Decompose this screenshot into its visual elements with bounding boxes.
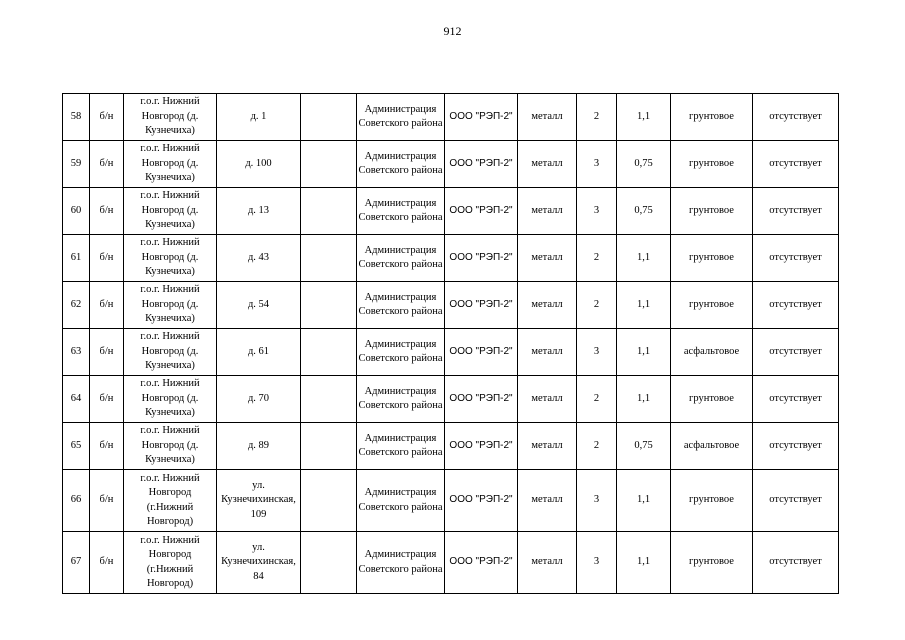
cell-fence: отсутствует [753, 470, 839, 532]
cell-owner: Администрация Советского района [357, 94, 445, 141]
cell-material: металл [518, 532, 577, 594]
cell-volume: 1,1 [617, 94, 671, 141]
cell-locality: г.о.г. Нижний Новгород (д. Кузнечиха) [124, 423, 217, 470]
cell-material: металл [518, 423, 577, 470]
cell-code: б/н [90, 235, 124, 282]
cell-surface: грунтовое [671, 532, 753, 594]
registry-table [62, 93, 839, 594]
cell-extra [301, 188, 357, 235]
cell-count: 2 [577, 94, 617, 141]
cell-count: 2 [577, 235, 617, 282]
cell-fence: отсутствует [753, 141, 839, 188]
cell-surface: грунтовое [671, 94, 753, 141]
cell-count: 3 [577, 329, 617, 376]
cell-owner: Администрация Советского района [357, 235, 445, 282]
cell-address: д. 43 [217, 235, 301, 282]
cell-fence: отсутствует [753, 188, 839, 235]
cell-material: металл [518, 235, 577, 282]
cell-operator: ООО "РЭП-2" [445, 282, 518, 329]
cell-surface: асфальтовое [671, 329, 753, 376]
table-row [63, 470, 839, 532]
cell-volume: 1,1 [617, 235, 671, 282]
cell-surface: грунтовое [671, 141, 753, 188]
cell-code: б/н [90, 141, 124, 188]
cell-address: д. 54 [217, 282, 301, 329]
cell-number: 59 [63, 141, 90, 188]
cell-volume: 1,1 [617, 282, 671, 329]
cell-material: металл [518, 470, 577, 532]
cell-operator: ООО "РЭП-2" [445, 188, 518, 235]
cell-extra [301, 470, 357, 532]
cell-material: металл [518, 94, 577, 141]
cell-count: 2 [577, 376, 617, 423]
cell-code: б/н [90, 282, 124, 329]
cell-volume: 0,75 [617, 141, 671, 188]
cell-surface: грунтовое [671, 188, 753, 235]
cell-fence: отсутствует [753, 376, 839, 423]
table-row [63, 532, 839, 594]
cell-fence: отсутствует [753, 423, 839, 470]
cell-volume: 1,1 [617, 376, 671, 423]
cell-owner: Администрация Советского района [357, 141, 445, 188]
cell-extra [301, 329, 357, 376]
cell-count: 3 [577, 141, 617, 188]
cell-operator: ООО "РЭП-2" [445, 141, 518, 188]
cell-code: б/н [90, 188, 124, 235]
cell-operator: ООО "РЭП-2" [445, 532, 518, 594]
cell-volume: 1,1 [617, 329, 671, 376]
cell-number: 58 [63, 94, 90, 141]
cell-operator: ООО "РЭП-2" [445, 470, 518, 532]
cell-extra [301, 282, 357, 329]
cell-operator: ООО "РЭП-2" [445, 235, 518, 282]
cell-locality: г.о.г. Нижний Новгород (д. Кузнечиха) [124, 141, 217, 188]
cell-surface: грунтовое [671, 235, 753, 282]
cell-volume: 1,1 [617, 532, 671, 594]
cell-material: металл [518, 282, 577, 329]
cell-number: 61 [63, 235, 90, 282]
cell-owner: Администрация Советского района [357, 532, 445, 594]
cell-address: д. 13 [217, 188, 301, 235]
cell-extra [301, 235, 357, 282]
cell-count: 3 [577, 532, 617, 594]
cell-count: 3 [577, 470, 617, 532]
cell-code: б/н [90, 94, 124, 141]
cell-surface: грунтовое [671, 376, 753, 423]
cell-count: 2 [577, 282, 617, 329]
cell-number: 62 [63, 282, 90, 329]
cell-fence: отсутствует [753, 94, 839, 141]
cell-extra [301, 532, 357, 594]
cell-material: металл [518, 188, 577, 235]
cell-material: металл [518, 141, 577, 188]
table-row [63, 376, 839, 423]
cell-number: 67 [63, 532, 90, 594]
cell-fence: отсутствует [753, 329, 839, 376]
cell-extra [301, 376, 357, 423]
cell-address: д. 100 [217, 141, 301, 188]
cell-volume: 0,75 [617, 423, 671, 470]
cell-address: д. 70 [217, 376, 301, 423]
cell-fence: отсутствует [753, 532, 839, 594]
cell-surface: грунтовое [671, 470, 753, 532]
cell-code: б/н [90, 329, 124, 376]
cell-count: 2 [577, 423, 617, 470]
cell-operator: ООО "РЭП-2" [445, 376, 518, 423]
cell-locality: г.о.г. Нижний Новгород (д. Кузнечиха) [124, 282, 217, 329]
cell-locality: г.о.г. Нижний Новгород (д. Кузнечиха) [124, 329, 217, 376]
cell-address: ул. Кузнечихинская, 109 [217, 470, 301, 532]
cell-locality: г.о.г. Нижний Новгород (д. Кузнечиха) [124, 94, 217, 141]
cell-code: б/н [90, 423, 124, 470]
cell-operator: ООО "РЭП-2" [445, 94, 518, 141]
cell-volume: 1,1 [617, 470, 671, 532]
cell-owner: Администрация Советского района [357, 376, 445, 423]
cell-address: д. 89 [217, 423, 301, 470]
table-row [63, 235, 839, 282]
table-row [63, 188, 839, 235]
cell-owner: Администрация Советского района [357, 188, 445, 235]
table-row [63, 94, 839, 141]
cell-extra [301, 423, 357, 470]
cell-fence: отсутствует [753, 235, 839, 282]
cell-surface: грунтовое [671, 282, 753, 329]
cell-locality: г.о.г. Нижний Новгород (г.Нижний Новгород) [124, 470, 217, 532]
cell-address: ул. Кузнечихинская, 84 [217, 532, 301, 594]
cell-extra [301, 141, 357, 188]
cell-number: 65 [63, 423, 90, 470]
cell-number: 66 [63, 470, 90, 532]
cell-operator: ООО "РЭП-2" [445, 329, 518, 376]
cell-owner: Администрация Советского района [357, 423, 445, 470]
cell-number: 63 [63, 329, 90, 376]
cell-surface: асфальтовое [671, 423, 753, 470]
cell-address: д. 61 [217, 329, 301, 376]
cell-code: б/н [90, 532, 124, 594]
cell-material: металл [518, 376, 577, 423]
cell-material: металл [518, 329, 577, 376]
cell-number: 60 [63, 188, 90, 235]
cell-code: б/н [90, 470, 124, 532]
table-row [63, 141, 839, 188]
cell-fence: отсутствует [753, 282, 839, 329]
cell-operator: ООО "РЭП-2" [445, 423, 518, 470]
cell-address: д. 1 [217, 94, 301, 141]
cell-extra [301, 94, 357, 141]
cell-owner: Администрация Советского района [357, 282, 445, 329]
page-number: 912 [443, 24, 462, 38]
cell-count: 3 [577, 188, 617, 235]
cell-owner: Администрация Советского района [357, 329, 445, 376]
table-row [63, 329, 839, 376]
cell-number: 64 [63, 376, 90, 423]
table-row [63, 282, 839, 329]
cell-locality: г.о.г. Нижний Новгород (д. Кузнечиха) [124, 235, 217, 282]
cell-locality: г.о.г. Нижний Новгород (д. Кузнечиха) [124, 188, 217, 235]
cell-owner: Администрация Советского района [357, 470, 445, 532]
cell-locality: г.о.г. Нижний Новгород (д. Кузнечиха) [124, 376, 217, 423]
cell-code: б/н [90, 376, 124, 423]
cell-volume: 0,75 [617, 188, 671, 235]
cell-locality: г.о.г. Нижний Новгород (г.Нижний Новгород) [124, 532, 217, 594]
table-row [63, 423, 839, 470]
